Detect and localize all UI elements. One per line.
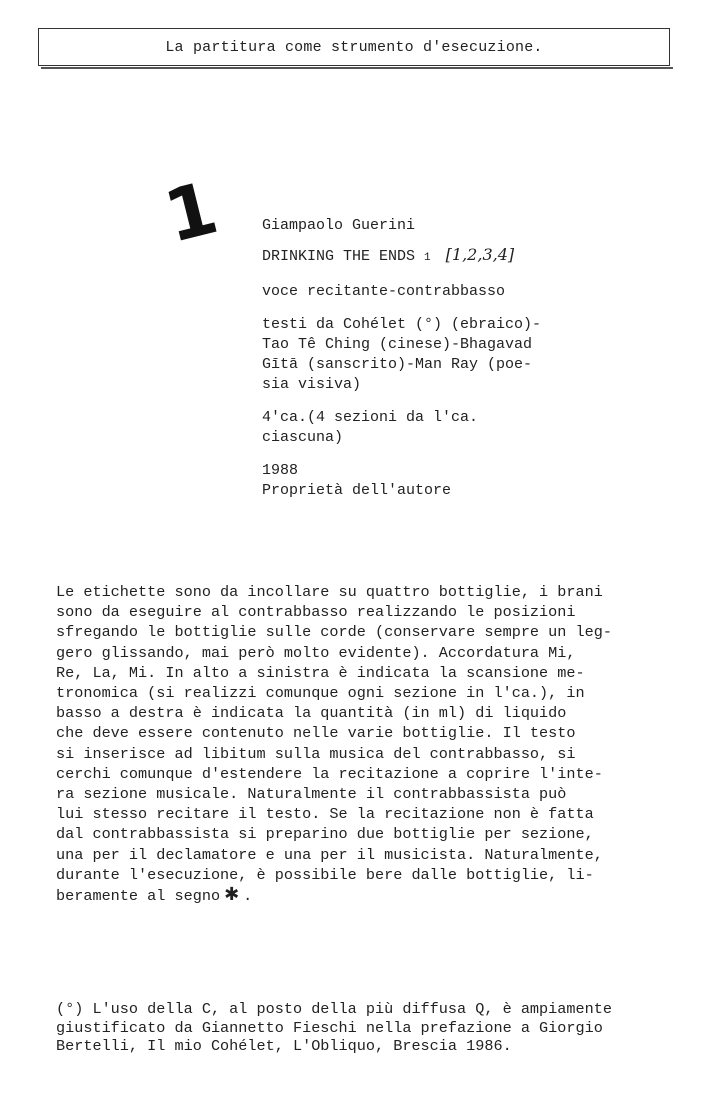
instructions-paragraph bbox=[56, 582, 686, 906]
body-line: ra sezione musicale. Naturalmente il contrabbassista può bbox=[56, 785, 567, 804]
body-line: durante l'esecuzione, è possibile bere dalle bottiglie, li- bbox=[56, 865, 594, 884]
body-line: tronomica (si realizzi comunque ogni sezione in l'ca.), in bbox=[56, 684, 585, 703]
texts-line: Tao Tê Ching (cinese)-Bhagavad bbox=[262, 336, 533, 353]
body-line: si inserisce ad libitum sulla musica del contrabbasso, si bbox=[56, 744, 576, 763]
footnote-line: (°) L'uso della C, al posto della più diffusa Q, è ampiamente bbox=[56, 1000, 612, 1018]
body-last-text: beramente al segno bbox=[56, 887, 221, 906]
body-line: Le etichette sono da incollare su quattro bottiglie, i brani bbox=[56, 583, 603, 601]
body-line: dal contrabbassista si preparino due bottiglie per sezione, bbox=[56, 825, 594, 844]
body-line: sono da eseguire al contrabbasso realizzando le posizioni bbox=[56, 603, 576, 622]
work-title-line bbox=[262, 245, 592, 268]
body-line: basso a destra è indicata la quantità (in ml) di liquido bbox=[56, 704, 567, 723]
work-title-sub: 1 bbox=[424, 252, 431, 264]
body-line: lui stesso recitare il testo. Se la recitazione non è fatta bbox=[56, 805, 594, 824]
texts-block bbox=[262, 315, 592, 395]
work-info bbox=[262, 216, 592, 514]
body-line: cerchi comunque d'estendere la recitazione a coprire l'inte- bbox=[56, 764, 603, 783]
page-number: 1 bbox=[156, 165, 226, 259]
body-last-end: . bbox=[243, 887, 253, 906]
composer-name: Giampaolo Guerini bbox=[262, 217, 416, 234]
header-title: La partitura come strumento d'esecuzione. bbox=[165, 38, 543, 56]
year-rights-block bbox=[262, 461, 592, 501]
duration-block bbox=[262, 408, 592, 448]
header-box bbox=[38, 28, 670, 66]
body-line: una per il declamatore e una per il musicista. Naturalmente, bbox=[56, 845, 603, 864]
rights: Proprietà dell'autore bbox=[262, 482, 452, 499]
texts-line: Gītā (sanscrito)-Man Ray (poe- bbox=[262, 356, 533, 373]
body-last-line bbox=[56, 885, 686, 906]
texts-line: testi da Cohélet (°) (ebraico)- bbox=[262, 316, 542, 333]
star-icon: ✱ bbox=[224, 884, 240, 906]
body-line: che deve essere contenuto nelle varie bottiglie. Il testo bbox=[56, 724, 576, 743]
footnote-line: Bertelli, Il mio Cohélet, L'Obliquo, Brescia 1986. bbox=[56, 1037, 512, 1056]
instrumentation: voce recitante-contrabbasso bbox=[262, 283, 506, 300]
body-line: sfregando le bottiglie sulle corde (conservare sempre un leg- bbox=[56, 623, 612, 642]
footnote bbox=[56, 1000, 696, 1056]
texts-line: sia visiva) bbox=[262, 376, 362, 393]
body-line: Re, La, Mi. In alto a sinistra è indicata la scansione me- bbox=[56, 663, 585, 682]
work-title: DRINKING THE ENDS bbox=[262, 248, 416, 265]
duration-line: 4'ca.(4 sezioni da l'ca. bbox=[262, 409, 479, 426]
footnote-line: giustificato da Giannetto Fieschi nella prefazione a Giorgio bbox=[56, 1018, 603, 1037]
duration-line: ciascuna) bbox=[262, 429, 344, 446]
year: 1988 bbox=[262, 462, 299, 479]
handwritten-note: [1,2,3,4] bbox=[445, 245, 515, 264]
body-line: gero glissando, mai però molto evidente). Accordatura Mi, bbox=[56, 643, 576, 662]
